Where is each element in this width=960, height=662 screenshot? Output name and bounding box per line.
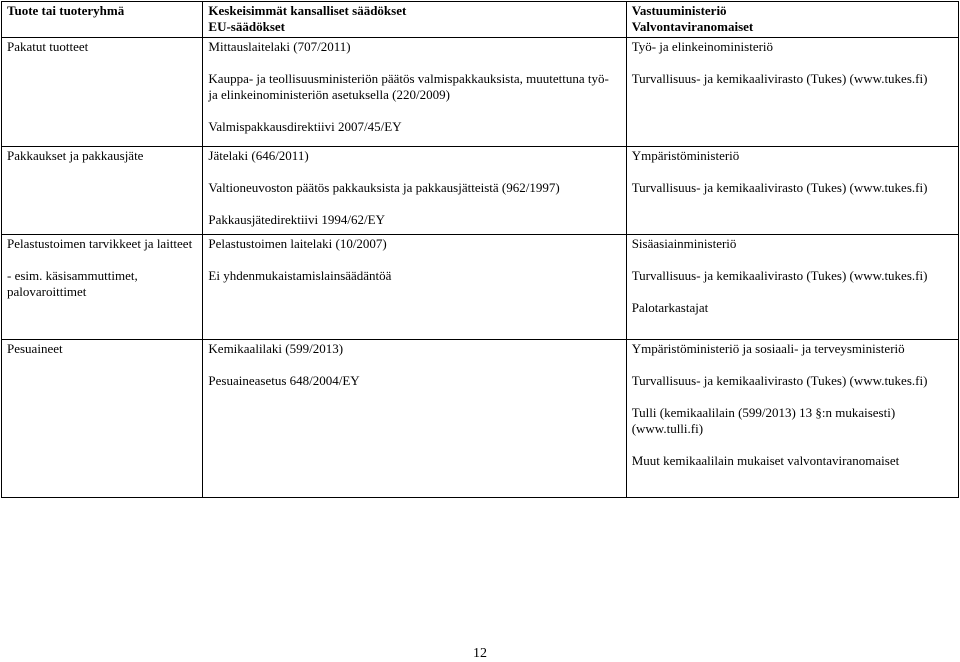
authority-item: Turvallisuus- ja kemikaalivirasto (Tukes) (www.tukes.fi) <box>631 71 928 86</box>
law-item: Jätelaki (646/2011) <box>208 148 309 163</box>
product-cell <box>2 147 203 235</box>
product-name: Pakatut tuotteet <box>7 39 89 54</box>
law-item: Pesuaineasetus 648/2004/EY <box>208 373 360 388</box>
authority-item: Turvallisuus- ja kemikaalivirasto (Tukes) (www.tukes.fi) <box>631 268 928 283</box>
law-item: Kauppa- ja teollisuusministeriön päätös valmispakkauksista, muutettuna työ- ja elinkeinoministeriön asetuksella (220/2009) <box>208 71 609 102</box>
table-header-row <box>2 2 959 38</box>
authority-item: Turvallisuus- ja kemikaalivirasto (Tukes) (www.tukes.fi) <box>631 180 928 195</box>
law-item: Kemikaalilaki (599/2013) <box>208 341 344 356</box>
authority-item: Sisäasiainministeriö <box>631 236 737 251</box>
regulation-table <box>1 1 959 498</box>
authority-item: Ympäristöministeriö <box>631 148 740 163</box>
authority-cell <box>626 235 958 340</box>
product-example: - esim. käsisammuttimet, palovaroittimet <box>7 268 138 299</box>
table-row <box>2 147 959 235</box>
law-item: Valtioneuvoston päätös pakkauksista ja pakkausjätteistä (962/1997) <box>208 180 560 195</box>
product-name: Pesuaineet <box>7 341 63 356</box>
product-cell <box>2 38 203 147</box>
table-row <box>2 340 959 498</box>
laws-cell <box>203 235 626 340</box>
header-authority-cell <box>626 2 958 38</box>
authority-cell <box>626 147 958 235</box>
law-item: Pakkausjätedirektiivi 1994/62/EY <box>208 212 385 227</box>
authority-item: Muut kemikaalilain mukaiset valvontaviranomaiset <box>631 453 900 468</box>
authority-item: Työ- ja elinkeinoministeriö <box>631 39 774 54</box>
laws-cell <box>203 147 626 235</box>
header-product: Tuote tai tuoteryhmä <box>7 3 125 18</box>
table-row <box>2 38 959 147</box>
authority-item: Tulli (kemikaalilain (599/2013) 13 §:n mukaisesti) (www.tulli.fi) <box>631 405 896 436</box>
law-item: Mittauslaitelaki (707/2011) <box>208 39 351 54</box>
table-row <box>2 235 959 340</box>
authority-item: Turvallisuus- ja kemikaalivirasto (Tukes) (www.tukes.fi) <box>631 373 928 388</box>
header-ministry: Vastuuministeriö <box>631 3 727 18</box>
laws-cell <box>203 38 626 147</box>
page-number: 12 <box>473 646 487 661</box>
law-item: Ei yhdenmukaistamislainsäädäntöä <box>208 268 392 283</box>
product-name: Pelastustoimen tarvikkeet ja laitteet <box>7 236 193 251</box>
header-laws-cell <box>203 2 626 38</box>
product-cell <box>2 235 203 340</box>
product-cell <box>2 340 203 498</box>
authority-item: Palotarkastajat <box>631 300 709 315</box>
header-national-laws: Keskeisimmät kansalliset säädökset <box>208 3 407 18</box>
laws-cell <box>203 340 626 498</box>
product-name: Pakkaukset ja pakkausjäte <box>7 148 144 163</box>
header-eu-laws: EU-säädökset <box>208 19 285 34</box>
header-product-cell <box>2 2 203 38</box>
authority-cell <box>626 38 958 147</box>
law-item: Valmispakkausdirektiivi 2007/45/EY <box>208 119 402 134</box>
law-item: Pelastustoimen laitelaki (10/2007) <box>208 236 387 251</box>
authority-item: Ympäristöministeriö ja sosiaali- ja terveysministeriö <box>631 341 905 356</box>
header-authorities: Valvontaviranomaiset <box>631 19 754 34</box>
authority-cell <box>626 340 958 498</box>
